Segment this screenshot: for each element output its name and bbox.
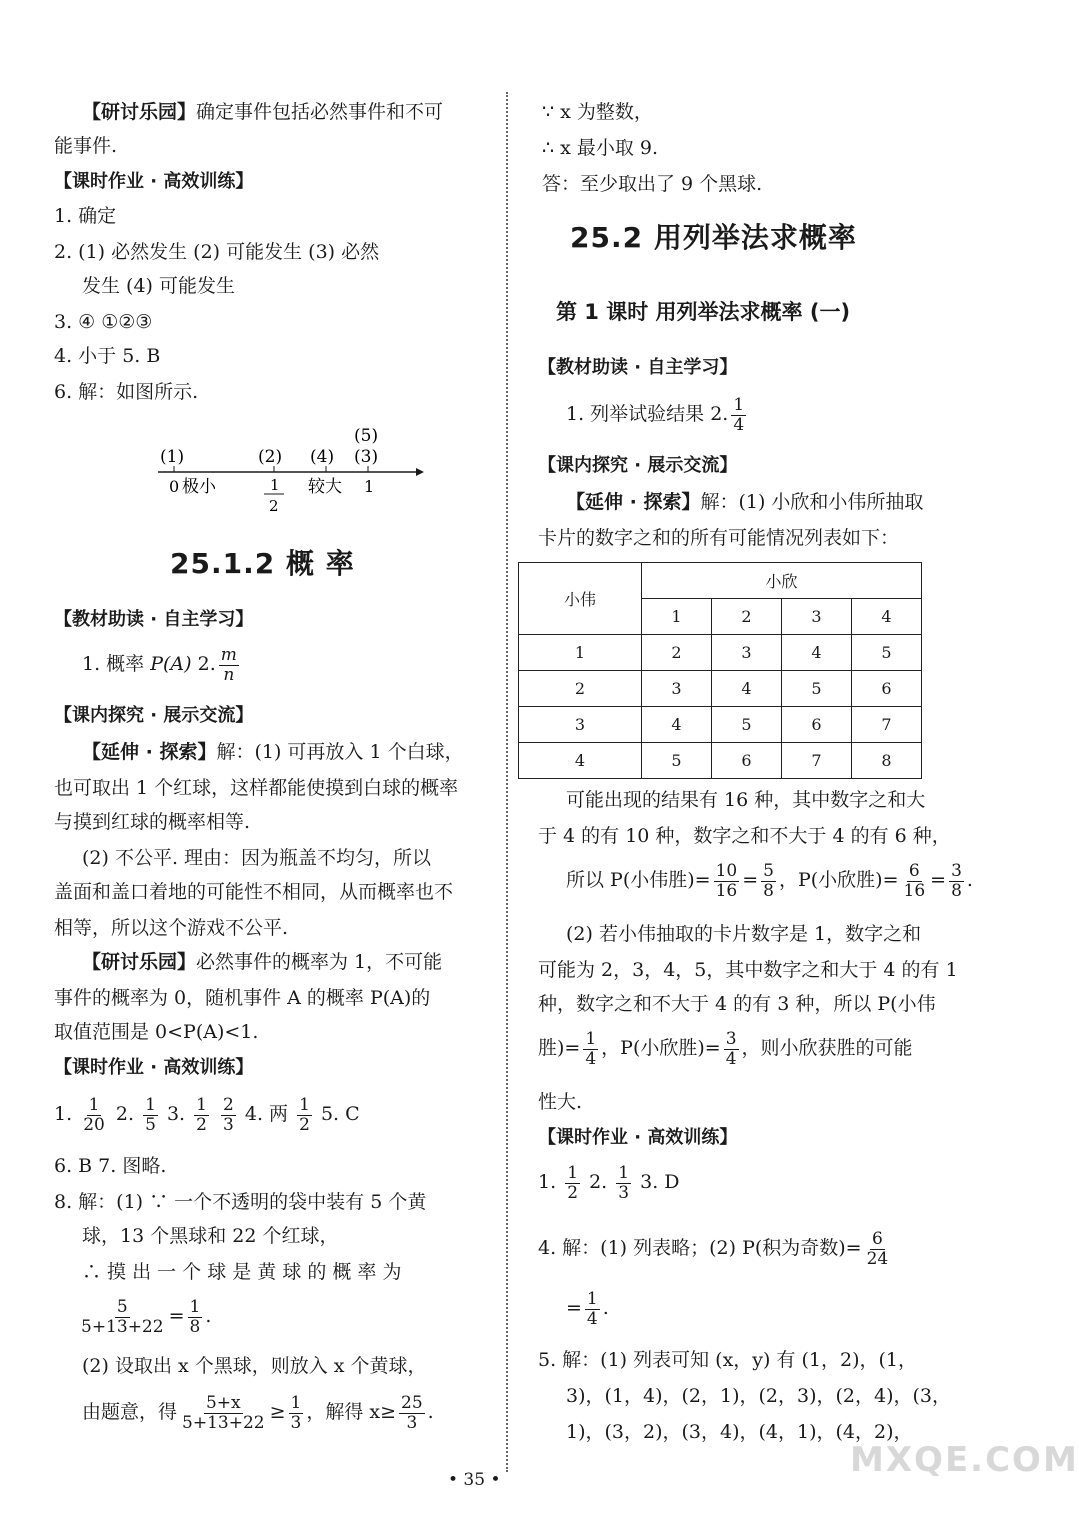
label-2: (2) — [258, 447, 283, 467]
fraction: $\frac{1}{4}$ — [585, 1028, 597, 1069]
answer-line: 1. 确定 — [54, 205, 117, 227]
fraction: $\frac{6}{24}$ — [866, 1228, 889, 1269]
fraction: $\frac{25}{3}$ — [401, 1392, 423, 1433]
label-big: 较大 — [308, 477, 342, 497]
answer-line: 1)，(3，2)，(3，4)，(4，1)，(4，2)， — [566, 1421, 913, 1443]
fraction: $\frac{5}{8}$ — [763, 860, 774, 901]
answer-line: ∴ 摸 出 一 个 球 是 黄 球 的 概 率 为 — [82, 1261, 402, 1283]
answer-line: (2) 设取出 x 个黑球，则放入 x 个黄球， — [82, 1355, 427, 1377]
fraction: $\frac{10}{16}$ — [715, 860, 738, 901]
explore-line: 【研讨乐园】必然事件的概率为 1，不可能 — [82, 951, 443, 973]
fraction: $\frac{3}{8}$ — [951, 860, 962, 901]
answer-line: 5. 解：(1) 列表可知 (x，y) 有 (1，2)，(1， — [538, 1349, 918, 1371]
number-line-diagram — [154, 422, 424, 514]
fraction: $\frac{6}{16}$ — [903, 860, 926, 901]
hw-fraction-line: 1. $\frac{1}{20}$ 2. $\frac{1}{5}$ 3. $\frac{1}{2}$ $\frac{2}{3}$ 4. 两 $\frac{1}{2}$ 5. C — [54, 1094, 360, 1135]
column-divider — [506, 92, 508, 1472]
fraction: $\frac{3}{4}$ — [725, 1028, 737, 1069]
answer-line: = $\frac{1}{4}$ . — [566, 1288, 609, 1329]
explore-line: 【延伸 · 探索】解：(1) 小欣和小伟所抽取 — [566, 491, 924, 513]
fraction: $\frac{1}{20}$ — [83, 1094, 105, 1135]
result-line: 于 4 的有 10 种，数字之和不大于 4 的有 6 种， — [538, 825, 951, 847]
table-row: 4 5 6 7 8 — [519, 743, 922, 779]
col-header: 4 — [852, 599, 922, 635]
section-header: 【课内探究 · 展示交流】 — [54, 705, 254, 726]
answer-line: ∴ x 最小取 9. — [542, 137, 659, 159]
fraction: $\frac{2}{3}$ — [223, 1094, 234, 1135]
table-row: 3 4 5 6 7 — [519, 707, 922, 743]
watermark: MXQE.COM — [850, 1440, 1079, 1480]
row-header-label: 小伟 — [519, 563, 642, 635]
answer-line: 3. ④ ①②③ — [54, 311, 153, 333]
section-header: 【课时作业 · 高效训练】 — [538, 1127, 738, 1148]
explore-line: (2) 不公平. 理由：因为瓶盖不均匀，所以 — [82, 847, 432, 869]
tick-zero: 0 — [169, 477, 180, 496]
label-4: (4) — [310, 447, 335, 467]
col-header: 3 — [782, 599, 852, 635]
answer-line: 8. 解：(1) ∵ 一个不透明的袋中装有 5 个黄 — [54, 1191, 427, 1213]
col-header: 1 — [642, 599, 712, 635]
section-header: 【课时作业 · 高效训练】 — [54, 171, 254, 192]
explore-line: 卡片的数字之和的所有可能情况列表如下： — [538, 527, 900, 549]
fraction: $\frac{1}{2}$ — [196, 1094, 207, 1135]
explore-line: 相等，所以这个游戏不公平. — [54, 917, 289, 939]
label-small: 极小 — [182, 477, 216, 497]
answer-line: 6. 解：如图所示. — [54, 381, 199, 403]
intro-paragraph: 【研讨乐园】确定事件包括必然事件和不可 — [82, 101, 444, 123]
answer-line: 球，13 个黑球和 22 个红球， — [82, 1225, 339, 1247]
label-3: (3) — [354, 447, 379, 467]
half-den: 2 — [269, 497, 279, 515]
fraction: $\frac{5+x}{5+13+22}$ — [182, 1392, 265, 1433]
explore-line: 也可取出 1 个红球，这样都能使摸到白球的概率 — [54, 777, 459, 799]
answer-line: ∵ x 为整数， — [542, 101, 653, 123]
inequality-line: 由题意，得 $\frac{5+x}{5+13+22}$ ≥ $\frac{1}{3}$ ，解得 x≥ $\frac{25}{3}$ . — [82, 1392, 434, 1433]
explore-line: 盖面和盖口着地的可能性不相同，从而概率也不 — [54, 881, 454, 903]
read-answers: 1. 列举试验结果 2. $\frac{1}{4}$ — [566, 394, 745, 435]
section-header: 【教材助读 · 自主学习】 — [54, 609, 254, 630]
explore-line: 【延伸 · 探索】解：(1) 可再放入 1 个白球， — [82, 741, 464, 763]
tick-one: 1 — [364, 477, 375, 496]
answer-line: 3)，(1，4)，(2，1)，(2，3)，(2，4)，(3， — [566, 1385, 952, 1407]
label-5: (5) — [354, 426, 379, 446]
answer-line: 4. 解：(1) 列表略；(2) P(积为奇数)= $\frac{6}{24}$ — [538, 1228, 889, 1269]
fraction: $\frac{1}{3}$ — [290, 1392, 302, 1433]
col-header: 2 — [712, 599, 782, 635]
result-line: 性大. — [538, 1091, 583, 1113]
table-row: 2 3 4 5 6 — [519, 671, 922, 707]
fraction: $\frac{1}{5}$ — [145, 1094, 156, 1135]
table-row: 1 2 3 4 5 — [519, 635, 922, 671]
probability-equation: 胜)= $\frac{1}{4}$ ，P(小欣胜)= $\frac{3}{4}$ ，则小欣获胜的可能 — [538, 1028, 913, 1069]
fraction: $\frac{1}{2}$ — [567, 1162, 579, 1203]
fraction: $\frac{1}{4}$ — [733, 394, 745, 435]
read-answers: 1. 概率 P(A) 2. $\frac{m}{n}$ — [82, 644, 237, 685]
fraction: $\frac{1}{2}$ — [299, 1094, 310, 1135]
lesson-title: 第 1 课时 用列举法求概率 (一) — [556, 300, 851, 324]
hw-fraction-line: 1. $\frac{1}{2}$ 2. $\frac{1}{3}$ 3. D — [538, 1162, 680, 1203]
result-line: (2) 若小伟抽取的卡片数字是 1，数字之和 — [566, 923, 922, 945]
page-number: • 35 • — [448, 1470, 501, 1490]
intro-line: 能事件. — [54, 135, 118, 157]
explore-line: 取值范围是 0<P(A)<1. — [54, 1021, 259, 1043]
result-line: 种，数字之和不大于 4 的有 3 种，所以 P(小伟 — [538, 993, 936, 1015]
answer-line: 4. 小于 5. B — [54, 345, 161, 367]
answer-line: 2. (1) 必然发生 (2) 可能发生 (3) 必然 — [54, 241, 380, 263]
label-1: (1) — [160, 447, 185, 467]
answer-line: 答：至少取出了 9 个黑球. — [542, 173, 763, 195]
section-header: 【教材助读 · 自主学习】 — [538, 357, 738, 378]
fraction-equation: $\frac{5}{5+13+22}$ = $\frac{1}{8}$ . — [81, 1296, 212, 1337]
section-title: 25.1.2 概 率 — [170, 547, 355, 580]
fraction: $\frac{5}{5+13+22}$ — [81, 1296, 164, 1337]
result-line: 可能为 2，3，4，5，其中数字之和大于 4 的有 1 — [538, 959, 958, 981]
fraction: $\frac{1}{4}$ — [586, 1288, 598, 1329]
section-header: 【课时作业 · 高效训练】 — [54, 1057, 254, 1078]
section-title: 25.2 用列举法求概率 — [570, 221, 857, 254]
half-num: 1 — [270, 476, 280, 494]
fraction: $\frac{1}{3}$ — [618, 1162, 630, 1203]
sum-table — [518, 562, 922, 779]
section-header: 【课内探究 · 展示交流】 — [538, 455, 738, 476]
answer-line: 6. B 7. 图略. — [54, 1155, 167, 1177]
col-header-label: 小欣 — [642, 563, 922, 599]
fraction: $\frac{m}{n}$ — [220, 644, 237, 685]
answer-line: 发生 (4) 可能发生 — [82, 275, 235, 297]
probability-equation: 所以 P(小伟胜)= $\frac{10}{16}$ = $\frac{5}{8}$ ，P(小欣胜)= $\frac{6}{16}$ = $\frac{3}{8}$ . — [566, 860, 973, 901]
fraction: $\frac{1}{8}$ — [189, 1296, 201, 1337]
explore-line: 与摸到红球的概率相等. — [54, 811, 251, 833]
explore-line: 事件的概率为 0，随机事件 A 的概率 P(A)的 — [54, 987, 431, 1009]
result-line: 可能出现的结果有 16 种，其中数字之和大 — [566, 789, 926, 811]
